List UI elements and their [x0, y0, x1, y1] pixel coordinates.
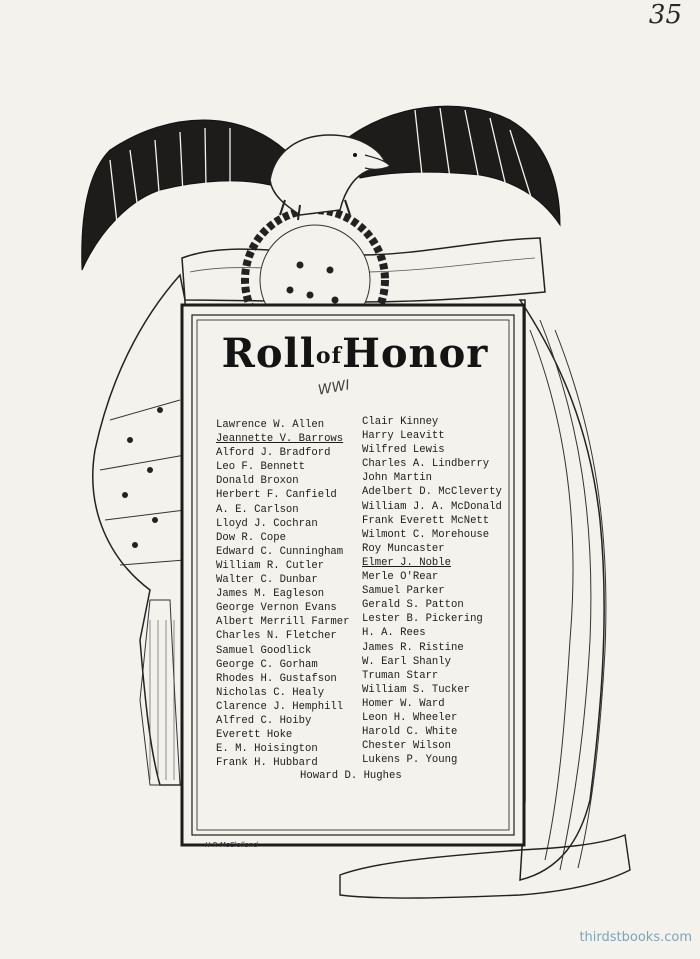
- list-item: Donald Broxon: [216, 475, 299, 488]
- list-item: Lukens P. Young: [362, 754, 458, 767]
- list-item: Adelbert D. McCleverty: [362, 486, 502, 499]
- list-item: Elmer J. Noble: [362, 556, 452, 569]
- list-item: Homer W. Ward: [362, 697, 445, 710]
- list-item: Chester Wilson: [362, 740, 452, 753]
- list-item: James M. Eagleson: [216, 588, 325, 601]
- flag-drape-left: [93, 275, 195, 785]
- list-item: Roy Muncaster: [362, 542, 445, 555]
- list-item: Frank Everett McNett: [362, 514, 490, 527]
- list-item: Herbert F. Canfield: [216, 489, 337, 502]
- page-title: RollofHonor: [221, 330, 489, 377]
- list-item: George Vernon Evans: [216, 602, 337, 615]
- list-item: Albert Merrill Farmer: [216, 616, 350, 629]
- list-item: Samuel Parker: [362, 585, 445, 598]
- list-item: Truman Starr: [362, 669, 439, 682]
- list-item: William R. Cutler: [216, 559, 325, 572]
- list-item: Everett Hoke: [216, 729, 293, 742]
- list-item: Clair Kinney: [362, 416, 439, 428]
- list-item: Lloyd J. Cochran: [216, 517, 318, 530]
- list-item: Edward C. Cunningham: [216, 545, 344, 558]
- list-item: Leo F. Bennett: [216, 461, 306, 474]
- list-item: Merle O'Rear: [362, 571, 439, 584]
- list-item: E. M. Hoisington: [216, 743, 318, 756]
- page-number: 35: [648, 0, 682, 30]
- list-item: Charles N. Fletcher: [216, 630, 337, 643]
- list-item: George C. Gorham: [216, 658, 318, 671]
- list-item: James R. Ristine: [362, 641, 464, 654]
- list-item: John Martin: [362, 472, 432, 485]
- names-list-right: [362, 415, 502, 767]
- list-item: Frank H. Hubbard: [216, 757, 318, 770]
- list-item: Dow R. Cope: [216, 531, 286, 544]
- flag-stars-left: [122, 407, 163, 548]
- names-list-left: [216, 418, 350, 770]
- list-item: W. Earl Shanly: [362, 655, 452, 668]
- list-item: Lawrence W. Allen: [216, 419, 325, 431]
- list-item: A. E. Carlson: [216, 503, 299, 516]
- list-item: H. A. Rees: [362, 627, 426, 640]
- list-item: Nicholas C. Healy: [216, 686, 325, 699]
- list-item: Lester B. Pickering: [362, 613, 483, 626]
- list-item: William J. A. McDonald: [362, 500, 502, 513]
- list-item: Leon H. Wheeler: [362, 711, 458, 724]
- list-item: Wilmont C. Morehouse: [362, 528, 490, 541]
- handwritten-annotation: WWI: [316, 377, 351, 399]
- list-item: William S. Tucker: [362, 683, 471, 696]
- list-item: Wilfred Lewis: [362, 444, 445, 457]
- list-item: Rhodes H. Gustafson: [216, 672, 337, 685]
- list-item: Samuel Goodlick: [216, 644, 312, 657]
- list-item-last: Howard D. Hughes: [300, 770, 402, 782]
- list-item: Alford J. Bradford: [216, 447, 331, 460]
- list-item: Alfred C. Hoiby: [216, 714, 312, 727]
- list-item: Gerald S. Patton: [362, 599, 464, 612]
- list-item: Jeannette V. Barrows: [216, 433, 344, 446]
- list-item: Walter C. Dunbar: [216, 574, 318, 587]
- watermark: thirdstbooks.com: [579, 930, 692, 945]
- list-item: Clarence J. Hemphill: [216, 700, 344, 713]
- list-item: Charles A. Lindberry: [362, 458, 490, 471]
- artist-signature: H R McClelland: [205, 841, 258, 849]
- list-item: Harry Leavitt: [362, 430, 445, 443]
- list-item: Harold C. White: [362, 726, 458, 739]
